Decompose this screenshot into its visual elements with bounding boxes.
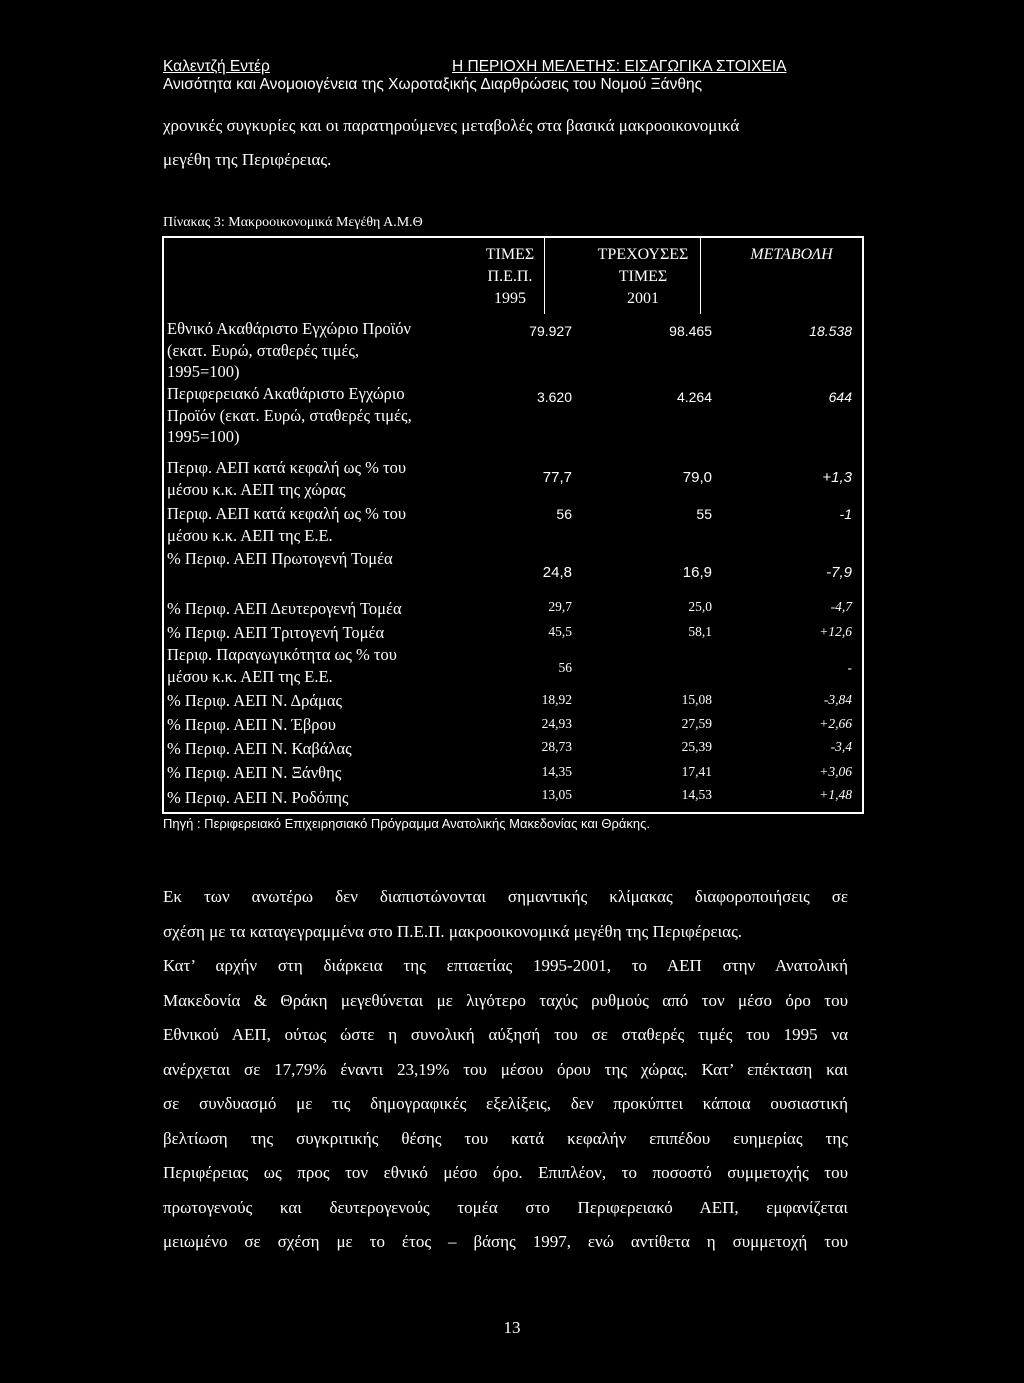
header-subtitle: Ανισότητα και Ανομοιογένεια της Χωροταξικής Διαρθρώσεις του Νομού Ξάνθης (163, 76, 703, 93)
cell-value: 28,73 (541, 739, 572, 754)
cell-value: 29,7 (548, 599, 572, 614)
row-label: % Περιφ. ΑΕΠ Πρωτογενή Τομέα (167, 549, 393, 568)
cell-value: 25,39 (681, 739, 712, 754)
body-line: μειωμένο σε σχέση με το έτος – βάσης 1997, ενώ αντίθετα η συμμετοχή του (163, 1232, 848, 1251)
cell-value: +2,66 (819, 716, 852, 731)
intro-line-1: χρονικές συγκυρίες και οι παρατηρούμενες μεταβολές στα βασικά μακροοικονομικά (163, 116, 740, 135)
col2-line2: ΤΙΜΕΣ (618, 268, 668, 285)
header-author: Καλεντζή Εντέρ (163, 58, 270, 75)
col2-line1: ΤΡΕΧΟΥΣΕΣ (597, 246, 689, 263)
body-line: Περιφέρειας ως προς τον εθνικό μέσο όρο. Επιπλέον, το ποσοστό συμμετοχής του (163, 1163, 848, 1182)
table-left-border (162, 236, 164, 814)
cell-value: +1,48 (819, 787, 852, 802)
page-number: 13 (503, 1318, 521, 1337)
row-label: % Περιφ. ΑΕΠ Ν. Δράμας (167, 691, 343, 710)
row-label: Εθνικό Ακαθάριστο Εγχώριο Προϊόν (εκατ. Ευρώ, σταθερές τιμές, 1995=100) (167, 319, 411, 381)
cell-value: 56 (556, 506, 572, 522)
row-label: % Περιφ. ΑΕΠ Ν. Ροδόπης (167, 788, 349, 807)
cell-value: +1,3 (822, 469, 852, 486)
cell-value: 56 (558, 660, 572, 675)
cell-value: -7,9 (826, 564, 852, 581)
cell-value: 14,35 (541, 764, 572, 779)
cell-value: 58,1 (688, 624, 712, 639)
row-label: Περιφ. Παραγωγικότητα ως % του μέσου κ.κ. ΑΕΠ της Ε.Ε. (167, 645, 397, 686)
cell-value: 79,0 (682, 469, 712, 486)
intro-line-2: μεγέθη της Περιφέρειας. (163, 150, 332, 169)
body-line: πρωτογενούς και δευτερογενούς τομέα στο Περιφερειακό ΑΕΠ, εμφανίζεται (163, 1197, 848, 1217)
cell-value: 45,5 (548, 624, 572, 639)
col1-line2: Π.Ε.Π. (487, 268, 533, 285)
row-label: % Περιφ. ΑΕΠ Τριτογενή Τομέα (167, 623, 385, 642)
body-line: Κατ’ αρχήν στη διάρκεια της επταετίας 1995-2001, το ΑΕΠ στην Ανατολική (163, 956, 848, 975)
cell-value: 16,9 (682, 564, 712, 581)
row-label: % Περιφ. ΑΕΠ Ν. Ξάνθης (167, 763, 342, 782)
body-line: Μακεδονία & Θράκη μεγεθύνεται με λιγότερο ταχύς ρυθμούς από τον μέσο όρο του (163, 990, 848, 1010)
cell-value: 4.264 (676, 389, 712, 405)
table-bottom-border (162, 812, 864, 814)
cell-value: 17,41 (681, 764, 712, 779)
cell-value: 18,92 (541, 692, 572, 707)
table-col-divider-2 (700, 236, 701, 314)
col-header-pep-1995 (475, 244, 545, 310)
table-source: Πηγή : Περιφερειακό Επιχειρησιακό Πρόγραμμα Ανατολικής Μακεδονίας και Θράκης. (163, 816, 650, 831)
cell-value: 13,05 (541, 787, 572, 802)
cell-value: -4,7 (830, 599, 852, 614)
cell-value: -1 (839, 506, 852, 522)
body-line: σχέση με τα καταγεγραμμένα στο Π.Ε.Π. μακροοικονομικά μεγέθη της Περιφέρειας. (163, 921, 743, 941)
body-line: βελτίωση της συγκριτικής θέσης του κατά κεφαλήν επιπέδου ευημερίας της (163, 1128, 848, 1148)
cell-value: 98.465 (669, 323, 712, 339)
cell-value: 3.620 (536, 389, 572, 405)
cell-value: 24,8 (542, 564, 572, 581)
cell-value: - (847, 660, 852, 675)
cell-value: 77,7 (542, 469, 572, 486)
cell-value: -3,84 (823, 692, 852, 707)
row-label: % Περιφ. ΑΕΠ Ν. Καβάλας (167, 739, 352, 758)
row-label: Περιφερειακό Ακαθάριστο Εγχώριο Προϊόν (εκατ. Ευρώ, σταθερές τιμές, 1995=100) (167, 384, 412, 446)
row-label: Περιφ. ΑΕΠ κατά κεφαλή ως % του μέσου κ.κ. ΑΕΠ της Ε.Ε. (167, 504, 407, 545)
cell-value: 27,59 (681, 716, 712, 731)
body-line: Εθνικού ΑΕΠ, ούτως ώστε η συνολική αύξησή του σε σταθερές τιμές του 1995 να (163, 1025, 848, 1044)
table-caption: Πίνακας 3: Μακροοικονομικά Μεγέθη Α.Μ.Θ (163, 215, 423, 230)
body-line: σε συνδυασμό με τις δημογραφικές εξελίξεις, δεν προκύπτει κάποια ουσιαστική (163, 1094, 848, 1113)
body-line: ανέρχεται σε 17,79% έναντι 23,19% του μέσου όρου της χώρας. Κατ’ επέκταση και (163, 1059, 848, 1079)
cell-value: 79.927 (529, 323, 572, 339)
cell-value: 15,08 (681, 692, 712, 707)
header-section: Η ΠΕΡΙΟΧΗ ΜΕΛΕΤΗΣ: ΕΙΣΑΓΩΓΙΚΑ ΣΤΟΙΧΕΙΑ (452, 58, 787, 75)
row-label: % Περιφ. ΑΕΠ Δευτερογενή Τομέα (167, 599, 402, 618)
cell-value: 55 (696, 506, 712, 522)
cell-value: 18.538 (809, 323, 852, 339)
col-header-current-2001 (587, 244, 699, 310)
cell-value: 24,93 (541, 716, 572, 731)
table-right-border (862, 236, 864, 814)
cell-value: 25,0 (688, 599, 712, 614)
col2-line3: 2001 (627, 290, 659, 307)
row-label: % Περιφ. ΑΕΠ Ν. Έβρου (167, 715, 336, 734)
body-line: Εκ των ανωτέρω δεν διαπιστώνονται σημαντικής κλίμακας διαφοροποιήσεις σε (163, 887, 848, 906)
cell-value: -3,4 (830, 739, 852, 754)
cell-value: 14,53 (681, 787, 712, 802)
body-paragraph (163, 880, 848, 1260)
cell-value: +12,6 (819, 624, 852, 639)
macro-table (162, 236, 864, 815)
col1-line1: ΤΙΜΕΣ (485, 246, 535, 263)
col1-line3: 1995 (494, 290, 526, 307)
cell-value: 644 (828, 389, 852, 405)
row-label: Περιφ. ΑΕΠ κατά κεφαλή ως % του μέσου κ.κ. ΑΕΠ της χώρας (167, 458, 407, 499)
col-header-change: ΜΕΤΑΒΟΛΗ (750, 246, 833, 263)
cell-value: +3,06 (819, 764, 852, 779)
table-top-border (162, 236, 864, 238)
